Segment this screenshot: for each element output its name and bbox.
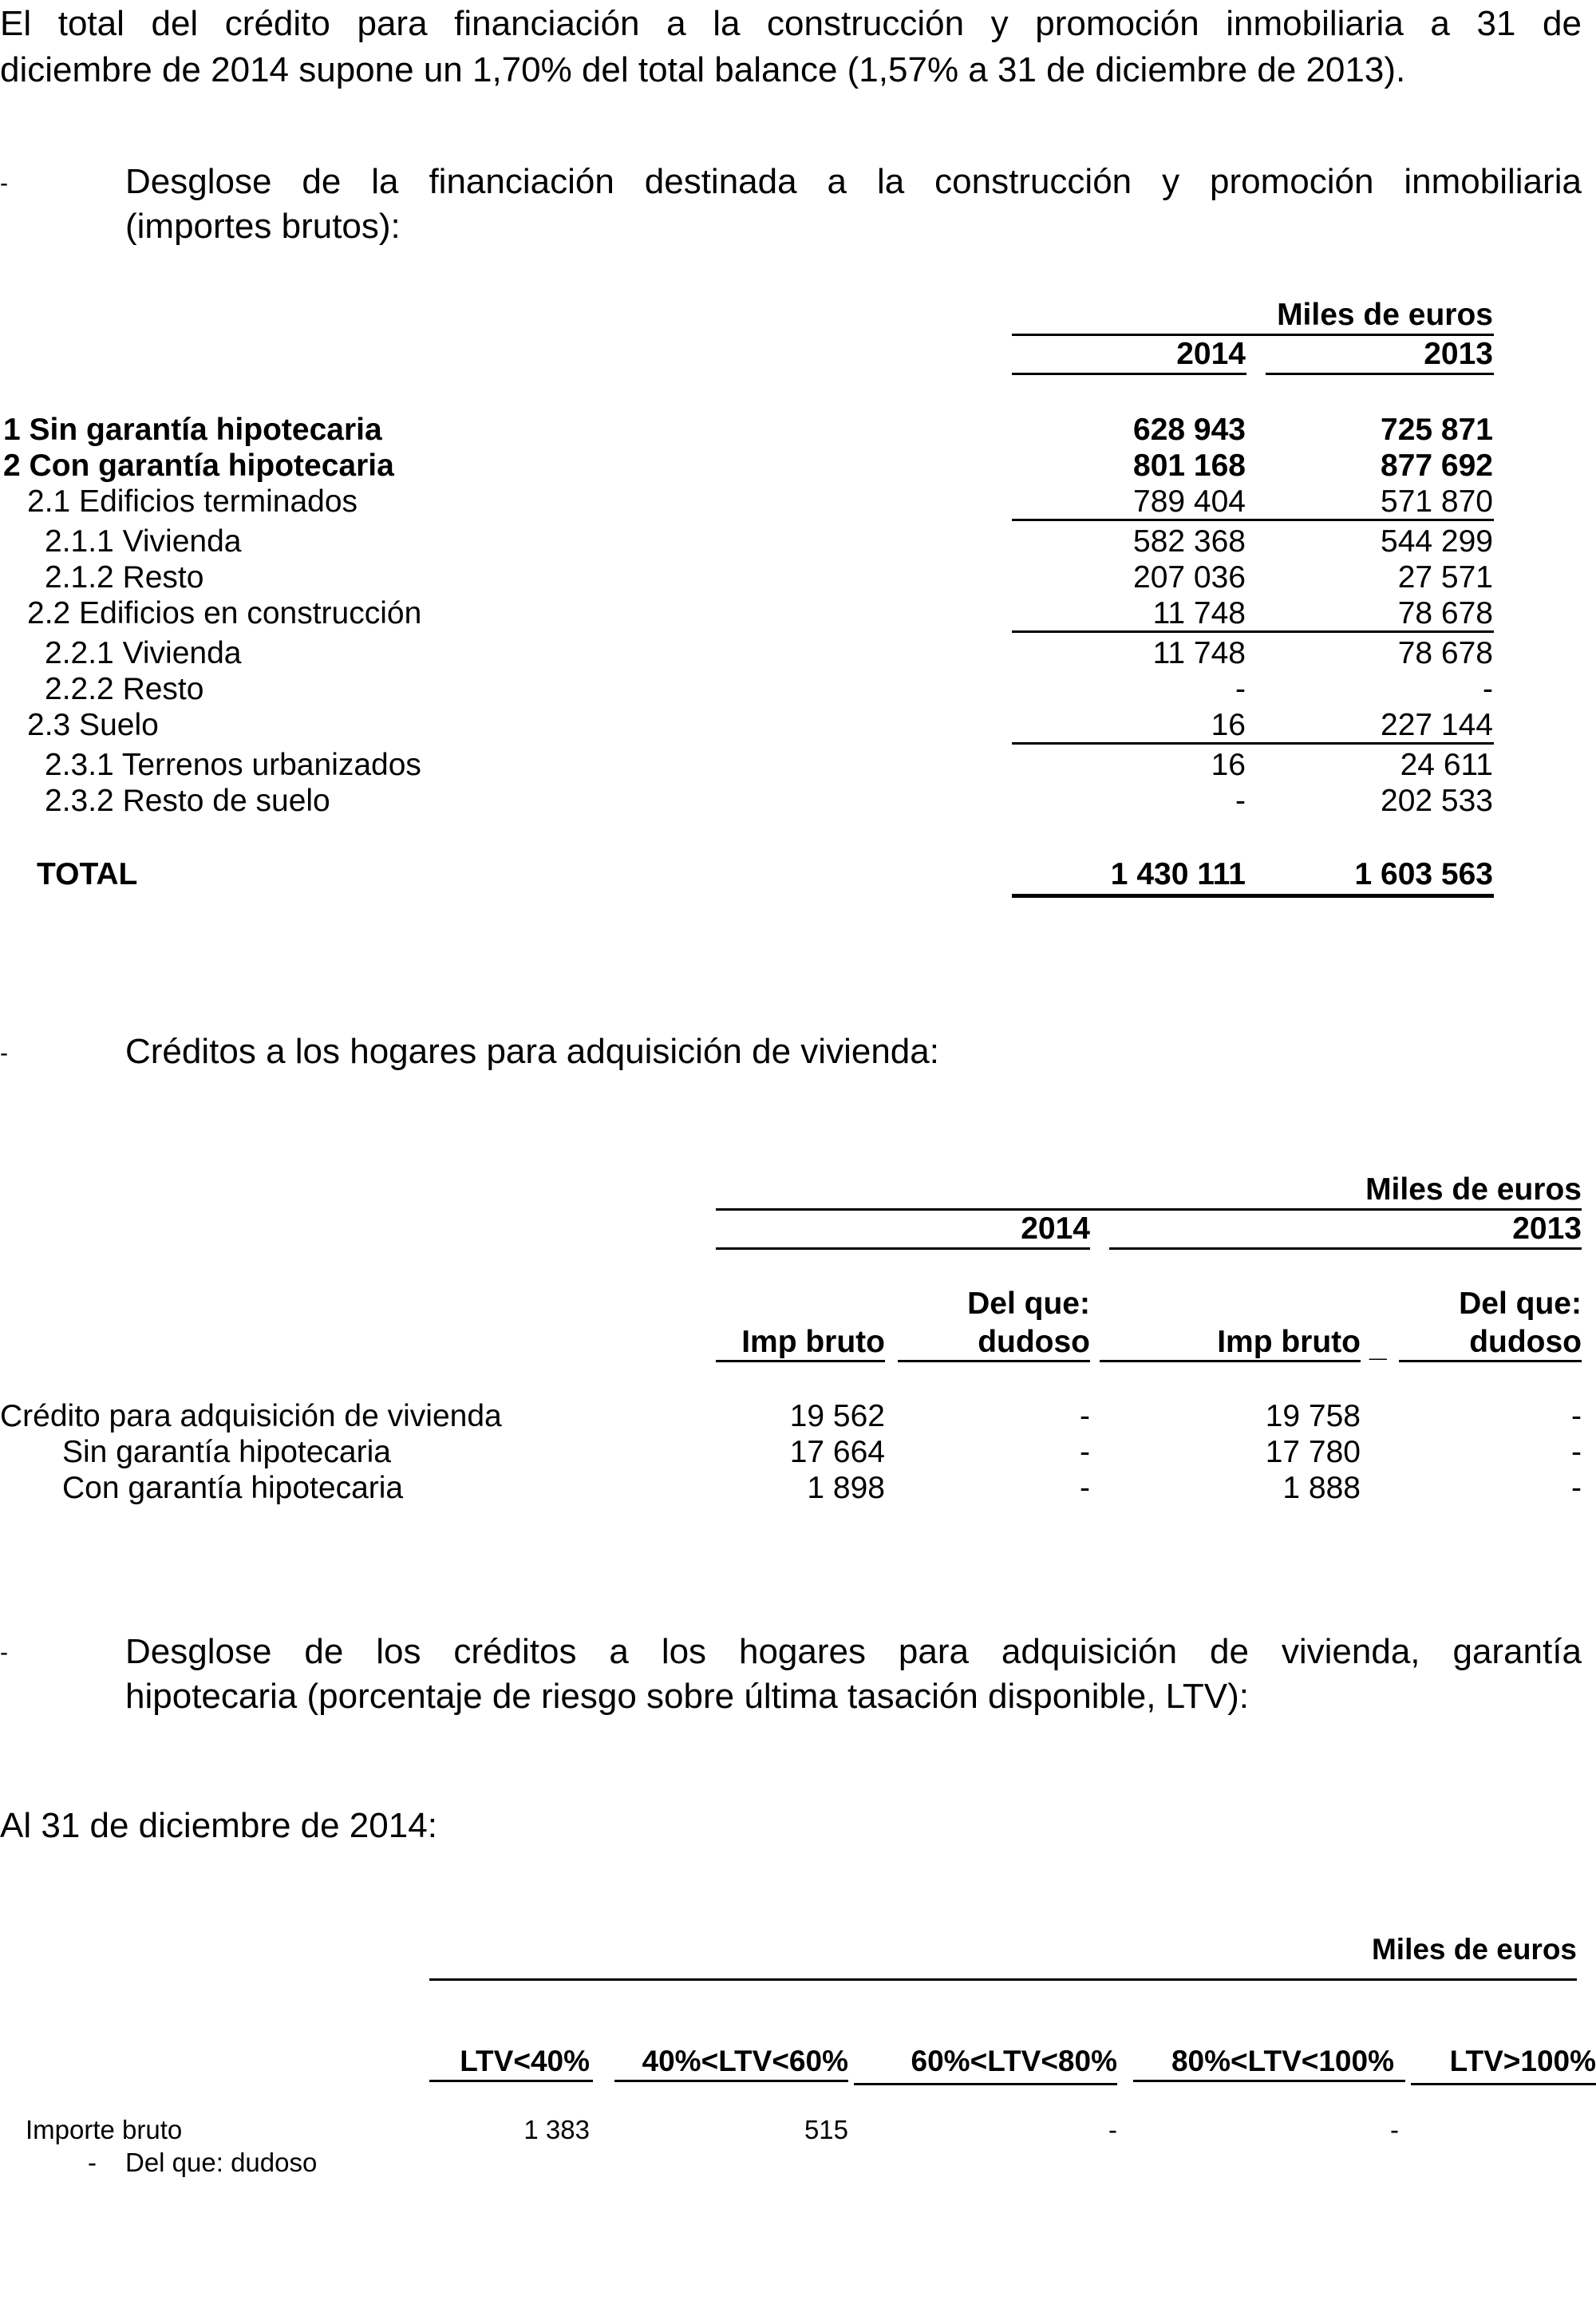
row-label: 2.3.1 Terrenos urbanizados: [45, 748, 421, 782]
word: los: [661, 1632, 707, 1671]
row-label: 2.2 Edificios en construcción: [27, 596, 422, 630]
word: adquisición: [1001, 1632, 1178, 1671]
dudoso-2014-value: -: [1080, 1399, 1090, 1433]
col-rule-5: [1411, 2083, 1596, 2085]
word: a: [827, 162, 847, 201]
word: destinada: [644, 162, 797, 201]
row-label: Con garantía hipotecaria: [62, 1471, 404, 1505]
row-label: 2.1.2 Resto: [45, 560, 204, 595]
section1-bullet: -: [0, 170, 8, 196]
total-rule: [1012, 894, 1494, 898]
dudoso-2013-value: -: [1571, 1471, 1582, 1505]
word: promoción: [1210, 162, 1374, 201]
word: Desglose: [125, 1632, 272, 1671]
sub-rule-dud-2013: [1399, 1360, 1582, 1362]
section1-heading-line-2: (importes brutos):: [125, 207, 401, 246]
section3-heading-line-2: hipotecaria (porcentaje de riesgo sobre última tasación disponible, LTV):: [125, 1677, 1249, 1716]
section2-bullet: -: [0, 1040, 8, 1066]
sub-rule-imp-2013: [1100, 1360, 1361, 1362]
header-rule: [716, 1208, 1582, 1211]
units-label: Miles de euros: [1365, 1172, 1582, 1207]
value-2014: 11 748: [1152, 636, 1246, 670]
word: total: [57, 4, 124, 43]
ltv-col-header: 60%<LTV<80%: [911, 2045, 1117, 2077]
row-label: 2.1.1 Vivienda: [45, 524, 242, 559]
imp-bruto-2014-value: 19 562: [789, 1399, 885, 1433]
col-rule-2014: [1012, 373, 1246, 375]
value-2014: 628 943: [1133, 413, 1246, 447]
word: construcción: [767, 4, 965, 43]
value-2013: -: [1483, 672, 1493, 706]
section2-heading: Créditos a los hogares para adquisición de vivienda:: [125, 1032, 939, 1071]
word: promoción: [1035, 4, 1199, 43]
col-header-2014: 2014: [1176, 337, 1246, 371]
word: a: [1430, 4, 1450, 43]
subtotal-rule: [1012, 742, 1494, 745]
value-2013: 27 571: [1397, 560, 1493, 595]
word: inmobiliaria: [1404, 162, 1582, 201]
dudoso-2013: dudoso: [1469, 1325, 1582, 1359]
word: de: [1543, 4, 1582, 43]
del-que-2013: Del que:: [1459, 1286, 1582, 1321]
dudoso-2014-value: -: [1080, 1435, 1090, 1469]
col-rule-2013: [1109, 1247, 1582, 1250]
col-rule-2014: [716, 1247, 1090, 1250]
section3-heading-line-1: [125, 1630, 1582, 1674]
row-label: Crédito para adquisición de vivienda: [0, 1399, 502, 1433]
word: y: [1162, 162, 1180, 201]
dudoso-2014-value: -: [1080, 1471, 1090, 1505]
row-label: 2.2.1 Vivienda: [45, 636, 242, 670]
col-rule-3: [854, 2083, 1117, 2085]
word: financiación: [429, 162, 614, 201]
total-label: TOTAL: [37, 857, 138, 891]
subtotal-rule: [1012, 519, 1494, 521]
word: a: [666, 4, 686, 43]
col-rule-4: [1133, 2080, 1405, 2082]
header-rule: [429, 1978, 1577, 1981]
word: a: [609, 1632, 629, 1671]
word: Desglose: [125, 162, 272, 201]
row-label: 2 Con garantía hipotecaria: [3, 449, 394, 483]
subtotal-rule: [1012, 630, 1494, 633]
word: créditos: [453, 1632, 577, 1671]
value-2013: 202 533: [1381, 784, 1493, 818]
dudoso-2014: dudoso: [978, 1325, 1090, 1359]
value-2014: 207 036: [1133, 560, 1246, 595]
header-rule: [1012, 334, 1494, 336]
imp-bruto-2013-value: 1 888: [1282, 1471, 1361, 1505]
word: hogares: [738, 1632, 866, 1671]
units-label: Miles de euros: [1277, 298, 1493, 332]
value-2013: 78 678: [1397, 596, 1493, 630]
row-label: 2.3 Suelo: [27, 708, 159, 742]
ltv-col-header: LTV<40%: [460, 2045, 590, 2077]
total-2014: 1 430 111: [1110, 857, 1246, 891]
imp-bruto-2013: Imp bruto: [1217, 1325, 1361, 1359]
del-que-dudoso-bullet: -: [88, 2148, 97, 2177]
importe-bruto-value: 1 383: [523, 2115, 590, 2144]
ltv-col-header: LTV>100%: [1449, 2045, 1596, 2077]
importe-bruto-value: 515: [804, 2115, 848, 2144]
value-2014: 16: [1211, 708, 1246, 742]
del-que-dudoso-label: Del que: dudoso: [125, 2148, 318, 2177]
total-2013: 1 603 563: [1354, 857, 1493, 891]
col-header-2013: 2013: [1424, 337, 1493, 371]
word: crédito: [224, 4, 330, 43]
word: para: [357, 4, 428, 43]
sub-rule-imp-2014: [716, 1360, 885, 1362]
value-2014: 801 168: [1133, 449, 1246, 483]
col-rule-2013: [1266, 373, 1494, 375]
value-2014: 582 368: [1133, 524, 1246, 559]
word: vivienda,: [1281, 1632, 1420, 1671]
importe-bruto-value: -: [1390, 2115, 1399, 2144]
section3-bullet: -: [0, 1639, 8, 1666]
imp-bruto-2013-value: 17 780: [1265, 1435, 1361, 1469]
ltv-col-header: 80%<LTV<100%: [1171, 2045, 1394, 2077]
value-2014: -: [1235, 784, 1246, 818]
word: de: [304, 1632, 344, 1671]
word: 31: [1476, 4, 1516, 43]
section3-date: Al 31 de diciembre de 2014:: [0, 1806, 437, 1845]
row-label: 2.1 Edificios terminados: [27, 484, 358, 519]
word: financiación: [454, 4, 640, 43]
units-label: Miles de euros: [1371, 1933, 1577, 1966]
ltv-col-header: 40%<LTV<60%: [642, 2045, 848, 2077]
row-label: 2.3.2 Resto de suelo: [45, 784, 330, 818]
value-2013: 544 299: [1381, 524, 1493, 559]
word: construcción: [934, 162, 1132, 201]
row-label: Sin garantía hipotecaria: [62, 1435, 391, 1469]
col-rule-1: [429, 2080, 593, 2082]
imp-bruto-2014: Imp bruto: [741, 1325, 885, 1359]
word: para: [898, 1632, 969, 1671]
importe-bruto-label: Importe bruto: [26, 2115, 183, 2144]
word: la: [713, 4, 741, 43]
word: de: [302, 162, 342, 201]
value-2014: 16: [1211, 748, 1246, 782]
word: inmobiliaria: [1226, 4, 1404, 43]
word: la: [876, 162, 905, 201]
value-2013: 227 144: [1381, 708, 1493, 742]
word: El: [0, 4, 32, 43]
value-2014: 11 748: [1152, 596, 1246, 630]
dudoso-2013-value: -: [1571, 1399, 1582, 1433]
value-2013: 24 611: [1400, 748, 1493, 782]
del-que-2014: Del que:: [967, 1286, 1090, 1321]
value-2013: 571 870: [1381, 484, 1493, 519]
col-header-2014: 2014: [1021, 1211, 1090, 1246]
word: garantía: [1452, 1632, 1582, 1671]
importe-bruto-value: -: [1108, 2115, 1117, 2144]
intro-line-2: diciembre de 2014 supone un 1,70% del total balance (1,57% a 31 de diciembre de 2013).: [0, 50, 1406, 89]
word: del: [151, 4, 199, 43]
value-2013: 725 871: [1381, 413, 1493, 447]
intro-line-1: [0, 2, 1582, 45]
imp-bruto-2013-value: 19 758: [1265, 1399, 1361, 1433]
word: de: [1210, 1632, 1249, 1671]
word: la: [371, 162, 399, 201]
row-label: 2.2.2 Resto: [45, 672, 204, 706]
value-2013: 78 678: [1397, 636, 1493, 670]
value-2013: 877 692: [1381, 449, 1493, 483]
dudoso-2013-value: -: [1571, 1435, 1582, 1469]
imp-bruto-2014-value: 17 664: [789, 1435, 885, 1469]
word: los: [376, 1632, 421, 1671]
underscore-mark: _: [1369, 1329, 1387, 1363]
row-label: 1 Sin garantía hipotecaria: [3, 413, 382, 447]
col-header-2013: 2013: [1512, 1211, 1582, 1246]
sub-rule-dud-2014: [898, 1360, 1090, 1362]
section1-heading-line-1: [125, 160, 1582, 204]
col-rule-2: [614, 2080, 848, 2082]
word: y: [990, 4, 1009, 43]
value-2014: -: [1235, 672, 1246, 706]
value-2014: 789 404: [1133, 484, 1246, 519]
imp-bruto-2014-value: 1 898: [807, 1471, 885, 1505]
